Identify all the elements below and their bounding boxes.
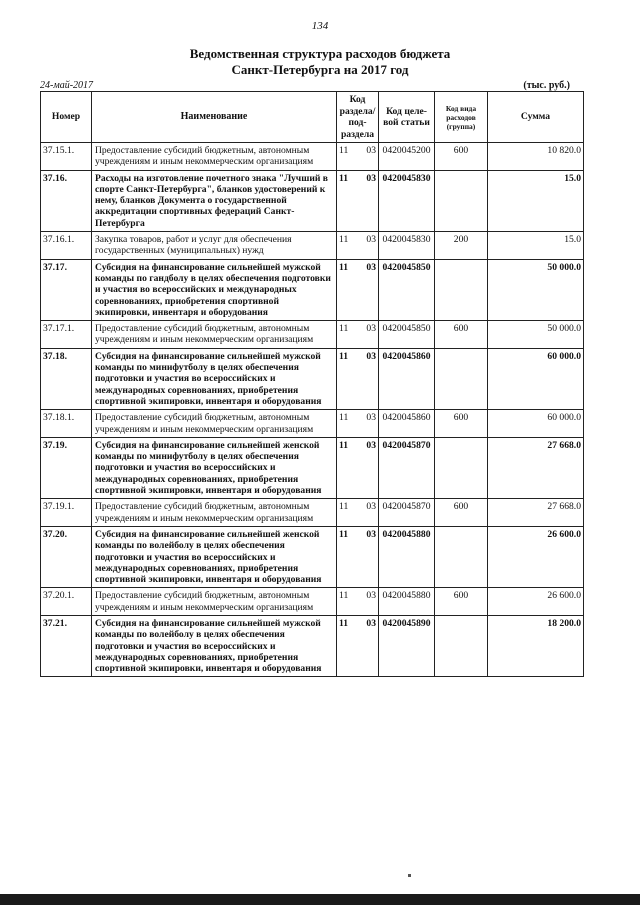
table-row bbox=[41, 259, 584, 320]
row-article-code: 0420045850 bbox=[379, 321, 435, 349]
title-line-2: Санкт-Петербурга на 2017 год bbox=[231, 62, 409, 77]
row-article-code: 0420045870 bbox=[379, 437, 435, 498]
row-section: 11 bbox=[339, 323, 349, 335]
row-kind-code bbox=[435, 259, 488, 320]
row-name: Расходы на изготовление почетного знака "Лучший в спорте Санкт-Петербурга", бланков удостоверений к нему, бланков Документа о государственной аккредитации спортивных федераций Санкт-Петербурга bbox=[92, 170, 337, 231]
row-section: 11 bbox=[339, 501, 349, 513]
row-kind-code: 600 bbox=[435, 321, 488, 349]
header-number: Номер bbox=[41, 92, 92, 143]
scan-edge-bar bbox=[0, 894, 640, 905]
table-row bbox=[41, 437, 584, 498]
table-row bbox=[41, 588, 584, 616]
table-row bbox=[41, 170, 584, 231]
row-subsection: 03 bbox=[366, 234, 376, 246]
table-body bbox=[41, 143, 584, 677]
row-article-code: 0420045880 bbox=[379, 526, 435, 587]
row-number: 37.17. bbox=[41, 259, 92, 320]
row-section-code bbox=[337, 170, 379, 231]
row-name: Субсидия на финансирование сильнейшей мужской команды по гандболу в целях обеспечения подготовки и участия во всероссийских и международных соревнованиях, приобретения спортивной экипировки, инвентаря и оборудования bbox=[92, 259, 337, 320]
row-article-code: 0420045870 bbox=[379, 499, 435, 527]
row-name: Предоставление субсидий бюджетным, автономным учреждениям и иным некоммерческим организациям bbox=[92, 143, 337, 171]
row-name: Закупка товаров, работ и услуг для обеспечения государственных (муниципальных) нужд bbox=[92, 232, 337, 260]
row-kind-code bbox=[435, 526, 488, 587]
row-section-code bbox=[337, 526, 379, 587]
row-number: 37.21. bbox=[41, 615, 92, 676]
row-article-code: 0420045860 bbox=[379, 348, 435, 409]
row-number: 37.20.1. bbox=[41, 588, 92, 616]
row-name: Субсидия на финансирование сильнейшей мужской команды по минифутболу в целях обеспечения подготовки и участия во всероссийских и международных соревнованиях, приобретения спортивной экипировки, инвентаря и оборудования bbox=[92, 348, 337, 409]
row-kind-code: 600 bbox=[435, 499, 488, 527]
row-section: 11 bbox=[339, 350, 349, 362]
row-sum: 27 668.0 bbox=[488, 499, 584, 527]
row-sum: 15.0 bbox=[488, 232, 584, 260]
row-number: 37.18. bbox=[41, 348, 92, 409]
row-section-code bbox=[337, 499, 379, 527]
header-section: Код раздела/ под-раздела bbox=[337, 92, 379, 143]
table-row bbox=[41, 348, 584, 409]
row-subsection: 03 bbox=[366, 350, 376, 362]
table-row bbox=[41, 410, 584, 438]
row-number: 37.16. bbox=[41, 170, 92, 231]
row-sum: 27 668.0 bbox=[488, 437, 584, 498]
row-sum: 50 000.0 bbox=[488, 321, 584, 349]
row-number: 37.18.1. bbox=[41, 410, 92, 438]
title-line-1: Ведомственная структура расходов бюджета bbox=[189, 46, 451, 61]
table-row bbox=[41, 321, 584, 349]
row-number: 37.17.1. bbox=[41, 321, 92, 349]
row-article-code: 0420045850 bbox=[379, 259, 435, 320]
row-article-code: 0420045880 bbox=[379, 588, 435, 616]
row-number: 37.16.1. bbox=[41, 232, 92, 260]
row-kind-code bbox=[435, 348, 488, 409]
row-section-code bbox=[337, 232, 379, 260]
row-section: 11 bbox=[339, 234, 349, 246]
table-row bbox=[41, 526, 584, 587]
header-name: Наименование bbox=[92, 92, 337, 143]
row-number: 37.19.1. bbox=[41, 499, 92, 527]
row-article-code: 0420045200 bbox=[379, 143, 435, 171]
row-subsection: 03 bbox=[366, 412, 376, 424]
row-section: 11 bbox=[339, 145, 349, 156]
row-number: 37.19. bbox=[41, 437, 92, 498]
row-subsection: 03 bbox=[366, 590, 376, 602]
row-subsection: 03 bbox=[366, 528, 376, 540]
row-name: Субсидия на финансирование сильнейшей мужской команды по волейболу в целях обеспечения подготовки и участия во всероссийских и международных соревнованиях, приобретения спортивной экипировки, инвентаря и оборудования bbox=[92, 615, 337, 676]
row-name: Предоставление субсидий бюджетным, автономным учреждениям и иным некоммерческим организациям bbox=[92, 499, 337, 527]
row-kind-code: 600 bbox=[435, 588, 488, 616]
row-kind-code: 200 bbox=[435, 232, 488, 260]
row-number: 37.20. bbox=[41, 526, 92, 587]
row-section-code bbox=[337, 143, 379, 171]
row-sum: 18 200.0 bbox=[488, 615, 584, 676]
row-section-code bbox=[337, 259, 379, 320]
page-number: 134 bbox=[311, 20, 329, 32]
row-section: 11 bbox=[339, 412, 349, 424]
row-article-code: 0420045830 bbox=[379, 170, 435, 231]
table-row bbox=[41, 232, 584, 260]
row-subsection: 03 bbox=[366, 617, 376, 629]
row-number: 37.15.1. bbox=[41, 143, 92, 171]
row-name: Субсидия на финансирование сильнейшей женской команды по минифутболу в целях обеспечения подготовки и участия во всероссийских и международных соревнованиях, приобретения спортивной экипировки, инвентаря и оборудования bbox=[92, 437, 337, 498]
header-kind: Код вида расходов (группа) bbox=[435, 92, 488, 143]
row-kind-code: 600 bbox=[435, 410, 488, 438]
row-section-code bbox=[337, 321, 379, 349]
row-section: 11 bbox=[339, 439, 349, 451]
header-sum: Сумма bbox=[488, 92, 584, 143]
row-article-code: 0420045890 bbox=[379, 615, 435, 676]
row-sum: 60 000.0 bbox=[488, 348, 584, 409]
document-title bbox=[0, 46, 640, 78]
document-date: 24-май-2017 bbox=[40, 80, 94, 91]
row-kind-code: 600 bbox=[435, 143, 488, 171]
row-article-code: 0420045860 bbox=[379, 410, 435, 438]
row-sum: 26 600.0 bbox=[488, 588, 584, 616]
row-section: 11 bbox=[339, 528, 349, 540]
row-section: 11 bbox=[339, 590, 349, 602]
row-subsection: 03 bbox=[366, 501, 376, 513]
table-row bbox=[41, 143, 584, 171]
row-name: Предоставление субсидий бюджетным, автономным учреждениям и иным некоммерческим организациям bbox=[92, 321, 337, 349]
row-subsection: 03 bbox=[366, 172, 376, 184]
row-section-code bbox=[337, 588, 379, 616]
row-sum: 50 000.0 bbox=[488, 259, 584, 320]
header-article: Код целе-вой статьи bbox=[379, 92, 435, 143]
row-name: Предоставление субсидий бюджетным, автономным учреждениям и иным некоммерческим организациям bbox=[92, 410, 337, 438]
row-section-code bbox=[337, 410, 379, 438]
row-subsection: 03 bbox=[366, 323, 376, 335]
row-article-code: 0420045830 bbox=[379, 232, 435, 260]
row-subsection: 03 bbox=[366, 145, 376, 156]
table-row bbox=[41, 615, 584, 676]
row-sum: 60 000.0 bbox=[488, 410, 584, 438]
row-section-code bbox=[337, 615, 379, 676]
row-kind-code bbox=[435, 170, 488, 231]
scan-speck bbox=[408, 874, 411, 877]
row-section: 11 bbox=[339, 617, 349, 629]
row-kind-code bbox=[435, 615, 488, 676]
row-kind-code bbox=[435, 437, 488, 498]
table-row bbox=[41, 499, 584, 527]
row-subsection: 03 bbox=[366, 439, 376, 451]
row-sum: 10 820.0 bbox=[488, 143, 584, 171]
table-header-row bbox=[41, 92, 584, 143]
row-sum: 26 600.0 bbox=[488, 526, 584, 587]
row-sum: 15.0 bbox=[488, 170, 584, 231]
row-section: 11 bbox=[339, 172, 349, 184]
row-name: Субсидия на финансирование сильнейшей женской команды по волейболу в целях обеспечения подготовки и участия во всероссийских и международных соревнованиях, приобретения спортивной экипировки, инвентаря и оборудования bbox=[92, 526, 337, 587]
units-label: (тыс. руб.) bbox=[523, 80, 570, 91]
row-section-code bbox=[337, 437, 379, 498]
row-subsection: 03 bbox=[366, 261, 376, 273]
row-section-code bbox=[337, 348, 379, 409]
row-section: 11 bbox=[339, 261, 349, 273]
budget-table bbox=[40, 91, 584, 677]
row-name: Предоставление субсидий бюджетным, автономным учреждениям и иным некоммерческим организациям bbox=[92, 588, 337, 616]
